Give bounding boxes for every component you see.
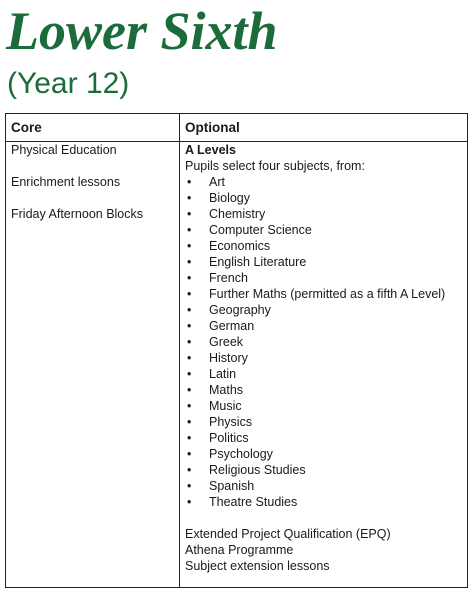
list-item: • Further Maths (permitted as a fifth A Level) [185, 286, 462, 302]
core-item: Friday Afternoon Blocks [11, 207, 144, 221]
spacer [185, 510, 462, 526]
extra-item-epq: Extended Project Qualification (EPQ) [185, 527, 391, 541]
list-item: • Greek [185, 334, 462, 350]
table-row [6, 142, 468, 588]
list-item: • History [185, 350, 462, 366]
column-header-core: Core [6, 114, 180, 142]
curriculum-table [5, 113, 468, 588]
list-item: • Politics [185, 430, 462, 446]
subject-list [185, 174, 462, 510]
list-item: • French [185, 270, 462, 286]
list-item: • Music [185, 398, 462, 414]
list-item: • Maths [185, 382, 462, 398]
extra-item-extension: Subject extension lessons [185, 559, 330, 573]
list-item: • Psychology [185, 446, 462, 462]
list-item: • Art [185, 174, 462, 190]
a-levels-heading: A Levels [185, 143, 236, 157]
extra-item-athena: Athena Programme [185, 543, 294, 557]
page-subtitle: (Year 12) [7, 67, 130, 100]
list-item: • German [185, 318, 462, 334]
list-item: • Economics [185, 238, 462, 254]
subject-selection-intro: Pupils select four subjects, from: [185, 159, 365, 173]
core-item: Enrichment lessons [11, 175, 121, 189]
core-item: Physical Education [11, 143, 117, 157]
list-item: • Computer Science [185, 222, 462, 238]
list-item: • Chemistry [185, 206, 462, 222]
list-item: • Geography [185, 302, 462, 318]
list-item: • English Literature [185, 254, 462, 270]
list-item: • Religious Studies [185, 462, 462, 478]
column-header-optional: Optional [180, 114, 468, 142]
table-header-row [6, 114, 468, 142]
list-item: • Physics [185, 414, 462, 430]
page-title: Lower Sixth [6, 1, 278, 61]
list-item: • Theatre Studies [185, 494, 462, 510]
optional-cell [180, 142, 468, 588]
list-item: • Latin [185, 366, 462, 382]
list-item: • Biology [185, 190, 462, 206]
core-cell [6, 142, 180, 588]
list-item: • Spanish [185, 478, 462, 494]
